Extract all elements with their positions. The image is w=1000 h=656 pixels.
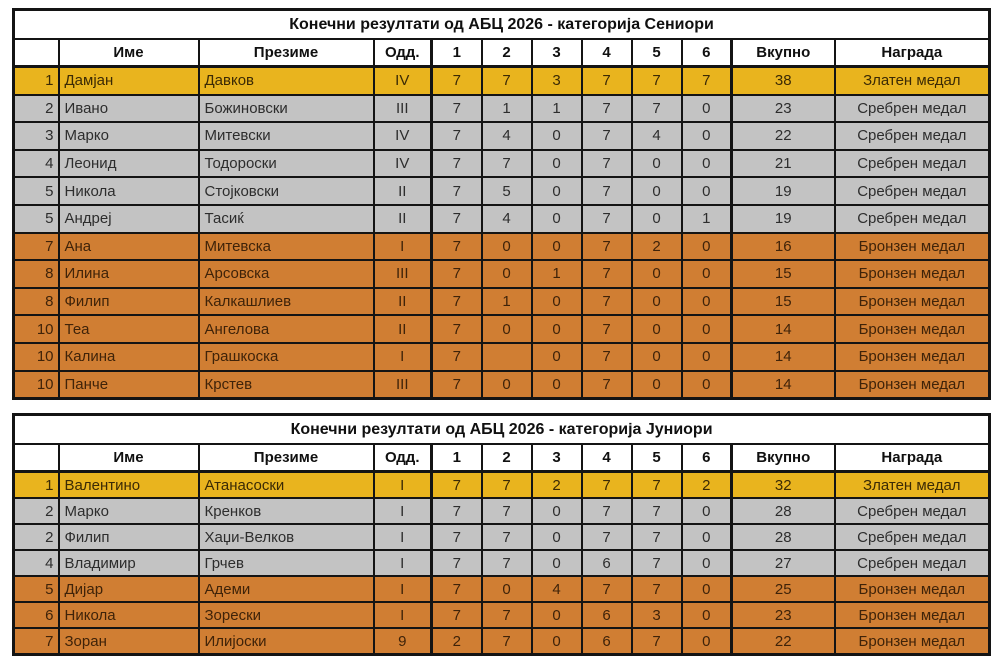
score-cell: 7 [432, 150, 482, 178]
grade-cell: III [374, 371, 432, 399]
score-cell: 7 [632, 498, 682, 524]
rank-cell: 5 [14, 205, 59, 233]
grade-cell: I [374, 602, 432, 628]
award-cell: Бронзен медал [835, 315, 990, 343]
last-name-cell: Тасиќ [199, 205, 374, 233]
table-row [14, 524, 990, 550]
score-cell: 0 [682, 343, 732, 371]
score-cell: 7 [632, 628, 682, 655]
score-cell: 7 [632, 524, 682, 550]
last-name-cell: Кренков [199, 498, 374, 524]
first-name-cell: Дамјан [59, 67, 199, 95]
header-row [14, 444, 990, 472]
score-cell: 0 [682, 95, 732, 123]
total-cell: 23 [732, 95, 835, 123]
column-header-total: Вкупно [732, 39, 835, 67]
total-cell: 15 [732, 288, 835, 316]
score-cell: 7 [582, 95, 632, 123]
score-cell: 7 [632, 67, 682, 95]
last-name-cell: Хаџи-Велков [199, 524, 374, 550]
score-cell: 0 [632, 150, 682, 178]
rank-cell: 6 [14, 602, 59, 628]
last-name-cell: Ангелова [199, 315, 374, 343]
first-name-cell: Владимир [59, 550, 199, 576]
first-name-cell: Валентино [59, 472, 199, 499]
table-row [14, 371, 990, 399]
score-cell: 0 [682, 122, 732, 150]
table-title: Конечни резултати од АБЦ 2026 - категорија Сениори [14, 10, 990, 40]
award-cell: Сребрен медал [835, 524, 990, 550]
score-cell: 0 [682, 498, 732, 524]
table-row [14, 576, 990, 602]
column-header-round-4: 4 [582, 39, 632, 67]
grade-cell: II [374, 288, 432, 316]
last-name-cell: Тодороски [199, 150, 374, 178]
score-cell: 0 [632, 177, 682, 205]
score-cell: 0 [532, 150, 582, 178]
table-row [14, 288, 990, 316]
score-cell: 7 [482, 150, 532, 178]
column-header-grade: Одд. [374, 39, 432, 67]
grade-cell: III [374, 95, 432, 123]
grade-cell: III [374, 260, 432, 288]
table-title: Конечни резултати од АБЦ 2026 - категорија Јуниори [14, 415, 990, 445]
score-cell: 0 [632, 205, 682, 233]
last-name-cell: Калкашлиев [199, 288, 374, 316]
first-name-cell: Илина [59, 260, 199, 288]
award-cell: Сребрен медал [835, 177, 990, 205]
score-cell: 7 [432, 67, 482, 95]
grade-cell: IV [374, 122, 432, 150]
award-cell: Бронзен медал [835, 288, 990, 316]
award-cell: Сребрен медал [835, 150, 990, 178]
score-cell [482, 343, 532, 371]
grade-cell: II [374, 177, 432, 205]
first-name-cell: Филип [59, 288, 199, 316]
score-cell: 0 [532, 498, 582, 524]
score-cell: 0 [682, 602, 732, 628]
score-cell: 2 [682, 472, 732, 499]
column-header-rank [14, 39, 59, 67]
grade-cell: I [374, 498, 432, 524]
score-cell: 0 [532, 628, 582, 655]
score-cell: 6 [582, 628, 632, 655]
score-cell: 7 [432, 95, 482, 123]
grade-cell: I [374, 472, 432, 499]
column-header-round-5: 5 [632, 444, 682, 472]
table-row [14, 472, 990, 499]
score-cell: 1 [482, 288, 532, 316]
score-cell: 7 [432, 315, 482, 343]
score-cell: 7 [582, 205, 632, 233]
total-cell: 21 [732, 150, 835, 178]
award-cell: Златен медал [835, 472, 990, 499]
first-name-cell: Калина [59, 343, 199, 371]
first-name-cell: Панче [59, 371, 199, 399]
last-name-cell: Крстев [199, 371, 374, 399]
score-cell: 0 [532, 315, 582, 343]
score-cell: 7 [582, 524, 632, 550]
column-header-last-name: Презиме [199, 444, 374, 472]
last-name-cell: Зорески [199, 602, 374, 628]
score-cell: 7 [582, 315, 632, 343]
column-header-grade: Одд. [374, 444, 432, 472]
rank-cell: 3 [14, 122, 59, 150]
total-cell: 19 [732, 205, 835, 233]
first-name-cell: Филип [59, 524, 199, 550]
score-cell: 7 [432, 288, 482, 316]
column-header-total: Вкупно [732, 444, 835, 472]
score-cell: 7 [432, 550, 482, 576]
award-cell: Бронзен медал [835, 576, 990, 602]
score-cell: 0 [682, 150, 732, 178]
score-cell: 1 [532, 95, 582, 123]
score-cell: 7 [432, 576, 482, 602]
first-name-cell: Теа [59, 315, 199, 343]
score-cell: 2 [632, 233, 682, 261]
score-cell: 0 [682, 177, 732, 205]
score-cell: 6 [582, 550, 632, 576]
last-name-cell: Божиновски [199, 95, 374, 123]
first-name-cell: Марко [59, 122, 199, 150]
score-cell: 0 [632, 315, 682, 343]
rank-cell: 7 [14, 233, 59, 261]
juniors-results-table [12, 413, 991, 656]
score-cell: 7 [582, 498, 632, 524]
rank-cell: 10 [14, 315, 59, 343]
rank-cell: 5 [14, 177, 59, 205]
score-cell: 6 [582, 602, 632, 628]
table-row [14, 122, 990, 150]
score-cell: 7 [432, 371, 482, 399]
score-cell: 4 [482, 205, 532, 233]
score-cell: 0 [482, 576, 532, 602]
grade-cell: I [374, 233, 432, 261]
total-cell: 32 [732, 472, 835, 499]
grade-cell: II [374, 315, 432, 343]
score-cell: 7 [582, 288, 632, 316]
score-cell: 7 [582, 343, 632, 371]
score-cell: 7 [582, 371, 632, 399]
table-row [14, 550, 990, 576]
rank-cell: 7 [14, 628, 59, 655]
first-name-cell: Ивано [59, 95, 199, 123]
grade-cell: IV [374, 67, 432, 95]
score-cell: 0 [532, 233, 582, 261]
total-cell: 22 [732, 122, 835, 150]
score-cell: 7 [482, 472, 532, 499]
rank-cell: 1 [14, 472, 59, 499]
award-cell: Сребрен медал [835, 95, 990, 123]
score-cell: 0 [532, 343, 582, 371]
award-cell: Бронзен медал [835, 371, 990, 399]
table-row [14, 233, 990, 261]
rank-cell: 10 [14, 343, 59, 371]
seniors-results-table [12, 8, 991, 400]
score-cell: 2 [432, 628, 482, 655]
award-cell: Златен медал [835, 67, 990, 95]
first-name-cell: Никола [59, 602, 199, 628]
last-name-cell: Стојковски [199, 177, 374, 205]
column-header-first-name: Име [59, 444, 199, 472]
column-header-round-3: 3 [532, 444, 582, 472]
rank-cell: 2 [14, 524, 59, 550]
column-header-last-name: Презиме [199, 39, 374, 67]
score-cell: 0 [482, 315, 532, 343]
score-cell: 7 [432, 205, 482, 233]
score-cell: 2 [532, 472, 582, 499]
score-cell: 7 [482, 628, 532, 655]
score-cell: 1 [682, 205, 732, 233]
column-header-round-6: 6 [682, 39, 732, 67]
table-row [14, 177, 990, 205]
score-cell: 0 [682, 371, 732, 399]
column-header-round-4: 4 [582, 444, 632, 472]
last-name-cell: Грашкоска [199, 343, 374, 371]
grade-cell: I [374, 343, 432, 371]
table-row [14, 315, 990, 343]
score-cell: 7 [482, 524, 532, 550]
total-cell: 16 [732, 233, 835, 261]
award-cell: Бронзен медал [835, 343, 990, 371]
score-cell: 7 [432, 122, 482, 150]
score-cell: 0 [682, 524, 732, 550]
last-name-cell: Адеми [199, 576, 374, 602]
score-cell: 7 [432, 233, 482, 261]
table-row [14, 260, 990, 288]
award-cell: Бронзен медал [835, 260, 990, 288]
score-cell: 0 [532, 371, 582, 399]
score-cell: 0 [532, 205, 582, 233]
first-name-cell: Дијар [59, 576, 199, 602]
rank-cell: 4 [14, 150, 59, 178]
score-cell: 0 [482, 233, 532, 261]
title-row [14, 415, 990, 445]
score-cell: 0 [682, 233, 732, 261]
rank-cell: 5 [14, 576, 59, 602]
first-name-cell: Ана [59, 233, 199, 261]
header-row [14, 39, 990, 67]
score-cell: 0 [682, 628, 732, 655]
first-name-cell: Леонид [59, 150, 199, 178]
first-name-cell: Зоран [59, 628, 199, 655]
grade-cell: 9 [374, 628, 432, 655]
table-row [14, 602, 990, 628]
first-name-cell: Никола [59, 177, 199, 205]
table-row [14, 343, 990, 371]
score-cell: 0 [682, 576, 732, 602]
score-cell: 0 [532, 288, 582, 316]
score-cell: 7 [432, 472, 482, 499]
score-cell: 7 [582, 260, 632, 288]
score-cell: 0 [632, 371, 682, 399]
rank-cell: 8 [14, 260, 59, 288]
award-cell: Бронзен медал [835, 628, 990, 655]
score-cell: 7 [482, 498, 532, 524]
score-cell: 7 [582, 576, 632, 602]
total-cell: 14 [732, 343, 835, 371]
total-cell: 25 [732, 576, 835, 602]
score-cell: 7 [432, 498, 482, 524]
score-cell: 0 [532, 602, 582, 628]
score-cell: 3 [532, 67, 582, 95]
score-cell: 3 [632, 602, 682, 628]
total-cell: 28 [732, 498, 835, 524]
rank-cell: 2 [14, 95, 59, 123]
score-cell: 7 [482, 67, 532, 95]
grade-cell: IV [374, 150, 432, 178]
grade-cell: I [374, 550, 432, 576]
column-header-round-6: 6 [682, 444, 732, 472]
score-cell: 0 [532, 550, 582, 576]
column-header-round-1: 1 [432, 444, 482, 472]
score-cell: 7 [582, 233, 632, 261]
table-row [14, 628, 990, 655]
score-cell: 7 [482, 550, 532, 576]
score-cell: 0 [682, 260, 732, 288]
score-cell: 0 [682, 550, 732, 576]
table-row [14, 498, 990, 524]
score-cell: 7 [432, 260, 482, 288]
rank-cell: 2 [14, 498, 59, 524]
table-row [14, 205, 990, 233]
score-cell: 7 [682, 67, 732, 95]
score-cell: 0 [482, 260, 532, 288]
column-header-round-3: 3 [532, 39, 582, 67]
score-cell: 0 [682, 288, 732, 316]
total-cell: 28 [732, 524, 835, 550]
last-name-cell: Давков [199, 67, 374, 95]
score-cell: 4 [632, 122, 682, 150]
score-cell: 7 [632, 576, 682, 602]
table-row [14, 67, 990, 95]
score-cell: 1 [532, 260, 582, 288]
score-cell: 7 [632, 550, 682, 576]
score-cell: 0 [632, 343, 682, 371]
column-header-round-2: 2 [482, 39, 532, 67]
column-header-first-name: Име [59, 39, 199, 67]
rank-cell: 1 [14, 67, 59, 95]
award-cell: Сребрен медал [835, 205, 990, 233]
score-cell: 0 [632, 260, 682, 288]
column-header-award: Награда [835, 39, 990, 67]
score-cell: 4 [532, 576, 582, 602]
score-cell: 0 [532, 177, 582, 205]
score-cell: 0 [532, 122, 582, 150]
score-cell: 7 [582, 122, 632, 150]
last-name-cell: Илијоски [199, 628, 374, 655]
score-cell: 7 [432, 343, 482, 371]
award-cell: Бронзен медал [835, 233, 990, 261]
total-cell: 23 [732, 602, 835, 628]
score-cell: 7 [582, 177, 632, 205]
score-cell: 7 [432, 602, 482, 628]
total-cell: 15 [732, 260, 835, 288]
first-name-cell: Марко [59, 498, 199, 524]
score-cell: 0 [482, 371, 532, 399]
total-cell: 14 [732, 371, 835, 399]
score-cell: 7 [482, 602, 532, 628]
last-name-cell: Митевски [199, 122, 374, 150]
score-cell: 7 [582, 150, 632, 178]
score-cell: 5 [482, 177, 532, 205]
last-name-cell: Атанасоски [199, 472, 374, 499]
title-row [14, 10, 990, 40]
score-cell: 4 [482, 122, 532, 150]
column-header-round-5: 5 [632, 39, 682, 67]
total-cell: 38 [732, 67, 835, 95]
rank-cell: 10 [14, 371, 59, 399]
total-cell: 22 [732, 628, 835, 655]
score-cell: 0 [682, 315, 732, 343]
score-cell: 7 [582, 472, 632, 499]
last-name-cell: Митевска [199, 233, 374, 261]
column-header-round-2: 2 [482, 444, 532, 472]
rows [14, 415, 990, 655]
total-cell: 14 [732, 315, 835, 343]
score-cell: 7 [432, 177, 482, 205]
rank-cell: 8 [14, 288, 59, 316]
total-cell: 19 [732, 177, 835, 205]
score-cell: 7 [632, 472, 682, 499]
total-cell: 27 [732, 550, 835, 576]
score-cell: 7 [632, 95, 682, 123]
rank-cell: 4 [14, 550, 59, 576]
award-cell: Сребрен медал [835, 550, 990, 576]
grade-cell: II [374, 205, 432, 233]
table-row [14, 150, 990, 178]
last-name-cell: Грчев [199, 550, 374, 576]
score-cell: 0 [532, 524, 582, 550]
column-header-round-1: 1 [432, 39, 482, 67]
first-name-cell: Андреј [59, 205, 199, 233]
table-row [14, 95, 990, 123]
score-cell: 0 [632, 288, 682, 316]
grade-cell: I [374, 524, 432, 550]
grade-cell: I [374, 576, 432, 602]
score-cell: 1 [482, 95, 532, 123]
award-cell: Сребрен медал [835, 498, 990, 524]
award-cell: Сребрен медал [835, 122, 990, 150]
score-cell: 7 [432, 524, 482, 550]
rows [14, 10, 990, 399]
award-cell: Бронзен медал [835, 602, 990, 628]
score-cell: 7 [582, 67, 632, 95]
column-header-award: Награда [835, 444, 990, 472]
last-name-cell: Арсовска [199, 260, 374, 288]
column-header-rank [14, 444, 59, 472]
